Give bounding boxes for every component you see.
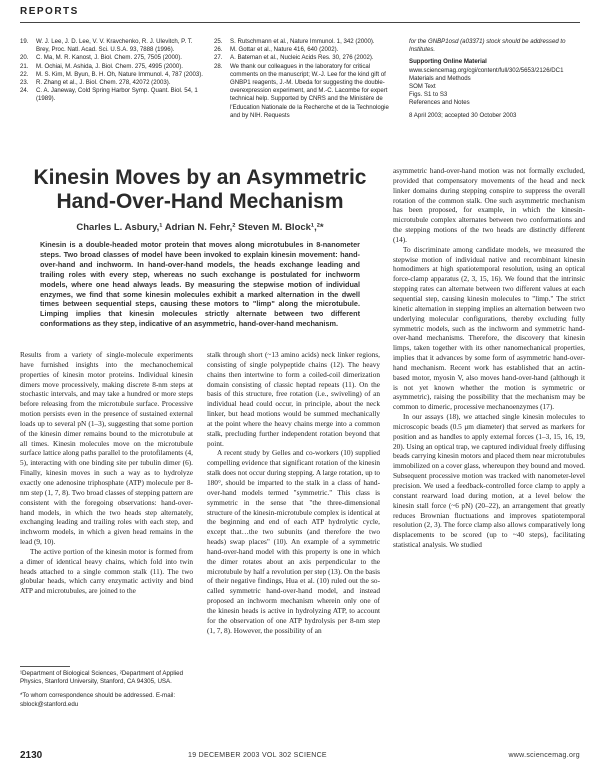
reference-text: R. Zhang et al., J. Biol. Chem. 278, 42072 (2003). <box>36 79 171 87</box>
reference-number: 27. <box>214 54 223 62</box>
body-column-left <box>20 350 193 596</box>
som-item: Materials and Methods <box>409 74 471 82</box>
reference-item <box>214 54 399 62</box>
references-column-2 <box>214 38 399 120</box>
article-title: Kinesin Moves by an Asymmetric Hand-Over-Hand Mechanism <box>33 166 367 213</box>
footnotes <box>20 670 193 715</box>
reference-text: We thank our colleagues in the laboratory for critical comments on the manuscript; W.-J. Lee for the kind gift of GNBP1 reagents, J.-M. Ubeda for suggesting the double-overexpression experiment, and M.-C. Lacombe for expert technical help. Supported by CNRS and the Ministère de l'Education Nationale de la Recherche et de la Technologie and by NIH. Requests <box>230 62 389 119</box>
page-footer <box>20 750 580 764</box>
header-rule <box>20 22 580 23</box>
som-heading: Supporting Online Material <box>409 58 487 66</box>
body-paragraph: The active portion of the kinesin motor is formed from a dimer of identical heavy chains, which fold into twin heads attached to a single common stalk (11). The two globular heads, which carry enzymatic activity and bind ATP and microtubules, are joined to the <box>20 546 193 596</box>
reference-number: 19. <box>20 38 29 45</box>
som-url[interactable]: www.sciencemag.org/cgi/content/full/302/5653/2126/DC1 <box>409 66 564 74</box>
reference-number: 22. <box>20 70 29 78</box>
body-paragraph: In our assays (18), we attached single kinesin molecules to microscopic beads (0.5 μm diameter) that served as markers for position and as handles to apply external forces (1–3, 15, 16, 19, 20). Using an optical trap, we captured individual freely diffusing beads carrying kinesin motors and placed them near microtubules immobilized on a cover glass, whereupon they bound and moved. Subsequent processive motion was tracked with nanometer-level precision. We used a feedback-controlled force clamp to apply a constant rearward load during motion, at a level below the kinesin stall force (~6 pN) (20–22), an arrangement that greatly reduces Brownian fluctuations and improves spatiotemporal resolution (2, 3). The force clamp also allows comparatively long displacements to be scored (up to ~40 steps), facilitating statistical analysis. We studied <box>393 412 585 550</box>
body-paragraph: Results from a variety of single-molecule experiments have furnished insights into the mechanochemical properties of kinesin motor proteins. Individual kinesin dimers move processively, making discrete 8-nm steps at stochastic intervals, and may take a hundred or more steps before releasing from the microtubule surface. Processive motion persists even in the presence of sustained external loads up to several pN (1–3), suggesting that some portion of the kinesin dimer remains bound to the microtubule at all times. Kinesin molecules move on the microtubule surface lattice along paths parallel to the protofilaments (4, 5), interacting with one binding site per tubulin dimer (6). Finally, kinesin moves in such a way as to hydrolyze exactly one adenosine triphosphate (ATP) molecule per 8-nm step (1, 7, 8). Two broad classes of stepping pattern are consistent with the foregoing observations: hand-over-hand models, in which the two heads step alternately, exchanging leading and trailing roles with each step, and inchworm models, in which a given head remains in the lead (9, 10). <box>20 350 193 547</box>
references-column-1 <box>20 38 205 104</box>
reference-item <box>20 63 205 71</box>
journal-url[interactable]: www.sciencemag.org <box>508 752 580 759</box>
issue-info: 19 DECEMBER 2003 VOL 302 SCIENCE <box>188 752 327 759</box>
body-paragraph: stalk through short (~13 amino acids) neck linker regions, consisting of single polypeptide chains (12). The heavy chains then intertwine to form a coiled-coil dimerization domain consisting of classic heptad repeats (11). On the basis of this structure, free rotation (i.e., swiveling) of an individual head could occur, in principle, about the neck linker, but head motions would be summed mechanically at the point where the heavy chains merge into a common stalk, precluding further independent rotation beyond that point. <box>207 350 380 448</box>
running-header <box>20 6 580 26</box>
reference-item <box>214 38 399 46</box>
reference-text: C. Ma, M. R. Kanost, J. Biol. Chem. 275, 7505 (2000). <box>36 54 182 62</box>
reference-text: M. S. Kim, M. Byun, B. H. Oh, Nature Immunol. 4, 787 (2003). <box>36 70 203 78</box>
reference-number: 20. <box>20 54 29 62</box>
reference-item <box>20 87 205 103</box>
received-accepted-dates: 8 April 2003; accepted 30 October 2003 <box>409 111 517 119</box>
reference-text: M. Ochiai, M. Ashida, J. Biol. Chem. 275, 4995 (2000). <box>36 62 183 70</box>
body-paragraph: asymmetric hand-over-hand motion was not formally excluded, provided that compensatory movements of the head and neck linker domains during stepping conspire to suppress the overall rotation of the common stalk. One such asymmetric mechanism has been proposed, for example, in which the kinesin-microtubule complex alternates between two conformations and the stepping motions of the two heads are distinctly different (14). <box>393 166 585 244</box>
reference-item <box>214 63 399 120</box>
reference-number: 26. <box>214 46 223 54</box>
reference-text: S. Rutschmann et al., Nature Immunol. 1, 342 (2000). <box>230 38 375 45</box>
body-paragraph: To discriminate among candidate models, we measured the stepwise motion of individual native and recombinant kinesin homodimers at high spatiotemporal resolution, using an optical force-clamp apparatus (2, 3, 15, 16). We found that the intrinsic stepping rates can alternate between two different values at each sequential step, causing kinesin molecules to "limp." The strict kinetic alternation in stepping implies an alternation between two underlying molecular configurations, thereby excluding fully symmetric models, such as the inchworm and symmetric hand-over-hand mechanisms. Therefore, the discovery that kinesin limps, taken together with its other nanomechanical properties, implies that it advances by some form of asymmetric hand-over-hand mechanism. Recent work has established that an actin-based motor, myosin V, also moves hand-over-hand (although it is not yet known whether the motion is symmetric or asymmetric), raising the possibility that the mechanism may be common to dimeric, processive mechanoenzymes (17). <box>393 244 585 412</box>
reference-text: W. J. Lee, J. D. Lee, V. V. Kravchenko, R. J. Ulevitch, P. T. Brey, Proc. Natl. Acad. Sci. U.S.A. 93, 7888 (1996). <box>36 38 193 54</box>
abstract: Kinesin is a double-headed motor protein that moves along microtubules in 8-nanometer steps. Two broad classes of model have been invoked to explain kinesin movement: hand-over-hand and inchworm. In hand-over-hand models, the heads exchange leading and trailing roles with every step, whereas no such exchange is postulated for inchworm models, where one head always leads. By measuring the stepwise motion of individual enzymes, we find that some kinesin molecules exhibit a marked alternation in the dwell times between sequential steps, causing these motors to "limp" along the microtubule. Limping implies that kinesin molecules strictly alternate between two different conformations as they step, indicative of an asymmetric, hand-over-hand mechanism. <box>40 240 360 329</box>
references-column-3 <box>409 38 585 120</box>
reference-number: 28. <box>214 62 223 70</box>
author-list: Charles L. Asbury,¹ Adrian N. Fehr,² Steven M. Block¹,²* <box>76 222 324 233</box>
footnote-rule <box>20 666 70 667</box>
affiliation-footnote: ¹Department of Biological Sciences, ²Department of Applied Physics, Stanford University, Stanford, CA 94305, USA. <box>20 670 184 686</box>
som-item: References and Notes <box>409 99 470 107</box>
body-paragraph: A recent study by Gelles and co-workers (10) supplied compelling evidence that significant rotation of the kinesin stalk does not occur during stepping. A large rotation, up to 180°, should be imparted to the stalk in a class of hand-over-hand models termed "symmetric." This class is symmetric in the sense that "the three-dimensional structure of the kinesin-microtubule complex is identical at the beginning and end of each ATP hydrolytic cycle, except that…the two subunits (and therefore the two heads) swap places" (10). An example of a symmetric hand-over-hand model with this property is one in which the dimer rotates about an axis perpendicular to the microtubule by half a revolution per step (13). On the basis of their negative findings, Hua et al. (10) ruled out the so-called symmetric hand-over-hand model, and instead proposed an inchworm mechanism wherein only one of the kinesin heads is active in hydrolyzing ATP, to account for the observation of one ATP hydrolysis per 8-nm step (1, 7, 8). However, the possibility of an <box>207 448 380 635</box>
reference-item <box>20 38 205 54</box>
reference-number: 23. <box>20 79 29 87</box>
reference-item <box>214 46 399 54</box>
reference-number: 24. <box>20 87 29 95</box>
reference-number: 21. <box>20 62 29 70</box>
correspondence-footnote: *To whom correspondence should be addressed. E-mail: sblock@stanford.edu <box>20 692 176 708</box>
reference-text: C. A. Janeway, Cold Spring Harbor Symp. Quant. Biol. 54, 1 (1989). <box>36 87 198 103</box>
som-item: SOM Text <box>409 83 436 91</box>
reference-number: 25. <box>214 38 223 45</box>
body-column-right <box>393 166 585 550</box>
som-item: Figs. S1 to S3 <box>409 91 448 99</box>
reference-item <box>20 54 205 62</box>
reference-item <box>20 79 205 87</box>
reference-text: M. Gottar et al., Nature 416, 640 (2002). <box>230 46 339 54</box>
section-label: REPORTS <box>20 6 79 17</box>
reference-item <box>20 71 205 79</box>
page-number: 2130 <box>20 750 43 761</box>
stock-request-text: for the GNBP1osd (a03371) stock should be addressed to Institutes. <box>409 38 566 54</box>
body-column-middle <box>207 350 380 635</box>
reference-text: A. Bateman et al., Nucleic Acids Res. 30, 276 (2002). <box>230 54 374 62</box>
